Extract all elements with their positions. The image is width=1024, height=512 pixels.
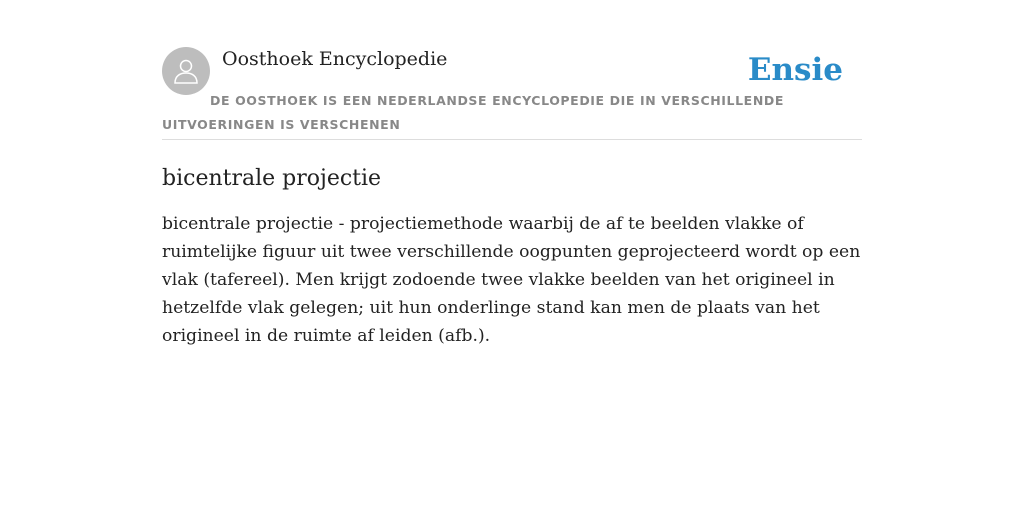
source-header	[162, 45, 862, 140]
source-name[interactable]: Oosthoek Encyclopedie	[222, 48, 448, 70]
user-icon	[171, 56, 201, 86]
ensie-logo-link[interactable]: Ensie	[747, 52, 843, 88]
page-content	[162, 45, 862, 350]
source-description: DE OOSTHOEK IS EEN NEDERLANDSE ENCYCLOPEDIE DIE IN VERSCHILLENDE UITVOERINGEN IS VERSCHENEN	[162, 93, 784, 132]
article-title: bicentrale projectie	[162, 166, 382, 191]
article-body: bicentrale projectie - projectiemethode waarbij de af te beelden vlakke of ruimtelijke figuur uit twee verschillende oogpunten geprojecteerd wordt op een vlak (tafereel). Men krijgt zodoende twee vlakke beelden van het origineel in hetzelfde vlak gelegen; uit hun onderlinge stand kan men de plaats van het origineel in de ruimte af leiden (afb.).	[162, 214, 861, 346]
avatar[interactable]	[162, 47, 210, 95]
